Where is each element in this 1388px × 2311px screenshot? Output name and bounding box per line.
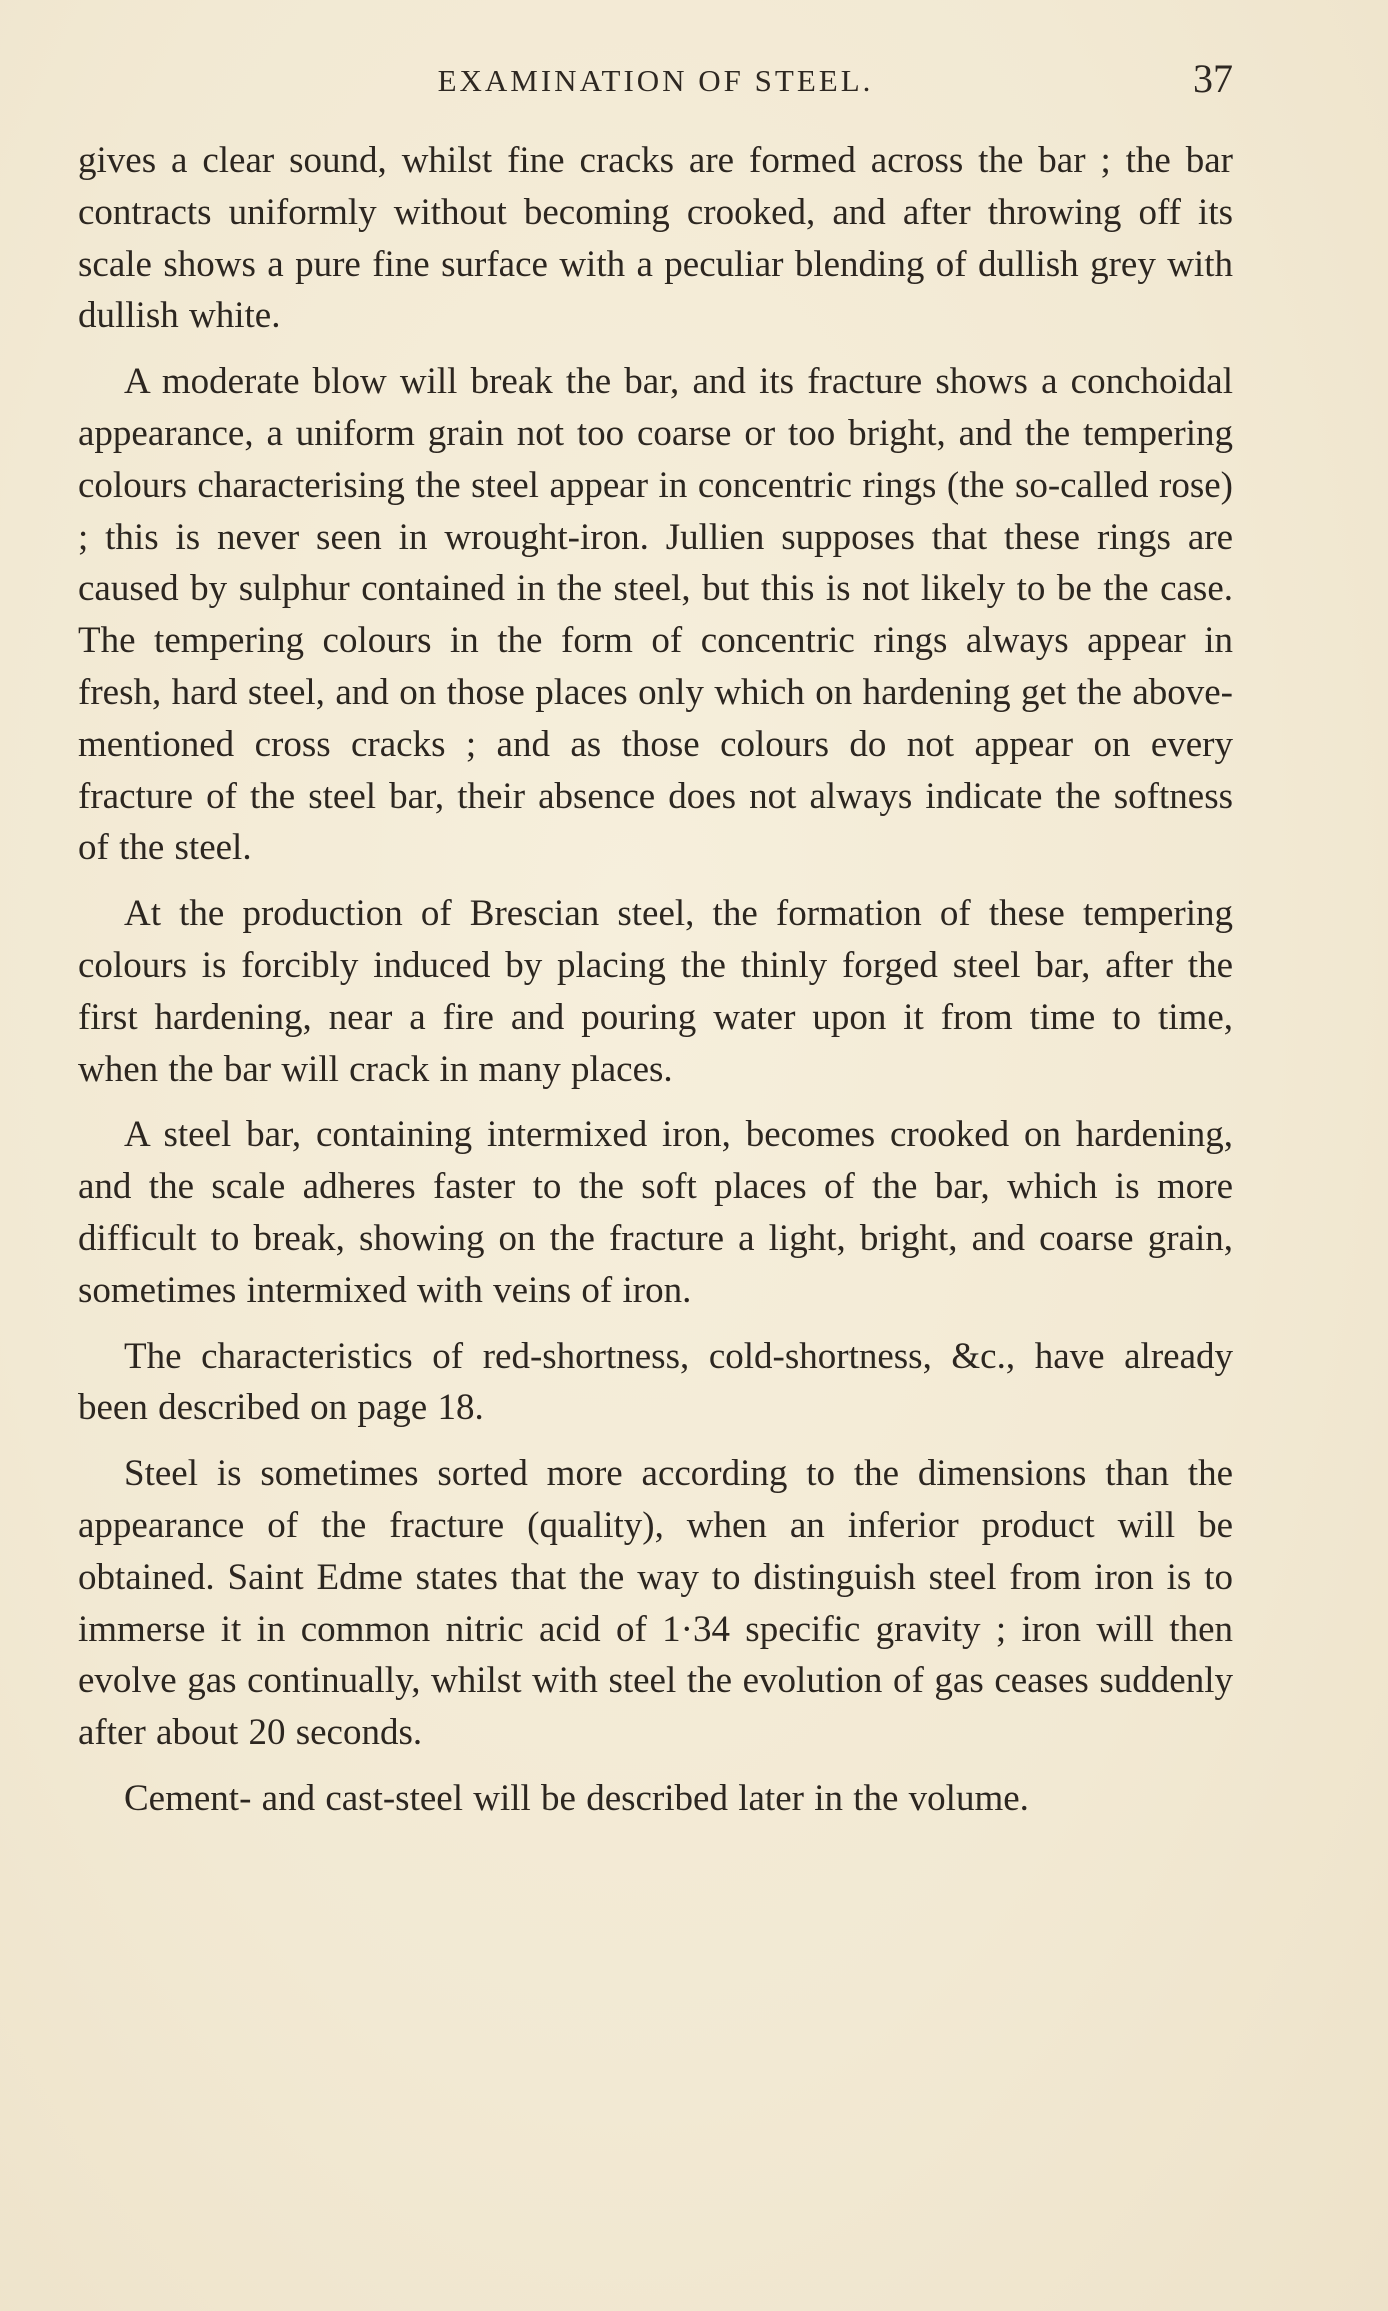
running-head <box>78 55 1233 105</box>
paragraph-6: Steel is sometimes sorted more according to the dimensions than the appearance of the fracture (quality), when an inferior product will be obtained. Saint Edme states that the way to distinguish steel from iron is to immerse it in common nitric acid of 1·34 specific gravity ; iron will then evolve gas continually, whilst with steel the evolution of gas ceases suddenly after about 20 seconds. <box>78 1453 1233 1754</box>
running-title: EXAMINATION OF STEEL. <box>437 63 874 98</box>
paragraph-4: A steel bar, containing intermixed iron, becomes crooked on hardening, and the scale adheres faster to the soft places of the bar, which is more difficult to break, showing on the fracture a light, bright, and coarse grain, sometimes intermixed with veins of iron. <box>78 1114 1233 1311</box>
paragraph-7: Cement- and cast-steel will be described later in the volume. <box>124 1777 1029 1819</box>
paragraph-3: At the production of Brescian steel, the formation of these tempering colours is forcibly induced by placing the thinly forged steel bar, after the first hardening, near a fire and pouring water upon it from time to time, when the bar will crack in many places. <box>78 893 1233 1090</box>
paragraph-1: gives a clear sound, whilst fine cracks are formed across the bar ; the bar contracts uniformly without becoming crooked, and after throwing off its scale shows a pure fine surface with a peculiar blending of dullish grey with dullish white. <box>78 140 1233 337</box>
body-text <box>78 135 1233 1839</box>
paragraph-5: The characteristics of red-shortness, cold-shortness, &c., have already been described on page 18. <box>78 1335 1233 1429</box>
page-number: 37 <box>1193 56 1233 101</box>
paragraph-2: A moderate blow will break the bar, and its fracture shows a conchoidal appearance, a uniform grain not too coarse or too bright, and the tempering colours characterising the steel appear in concentric rings (the so-called rose) ; this is never seen in wrought-iron. Jullien supposes that these rings are caused by sulphur contained in the steel, but this is not likely to be the case. The tempering colours in the form of concentric rings always appear in fresh, hard steel, and on those places only which on hardening get the above-mentioned cross cracks ; and as those colours do not appear on every fracture of the steel bar, their absence does not always indicate the softness of the steel. <box>78 361 1233 869</box>
